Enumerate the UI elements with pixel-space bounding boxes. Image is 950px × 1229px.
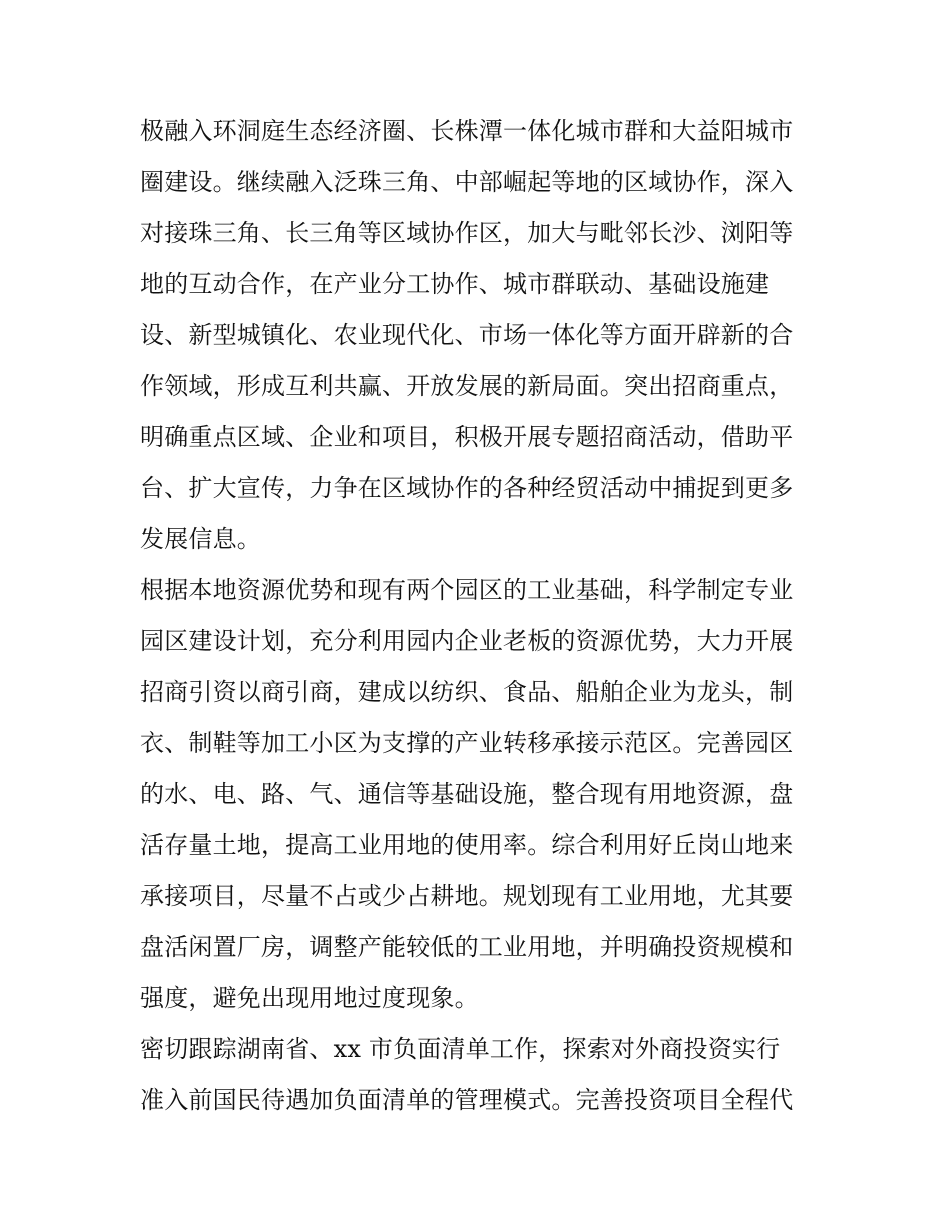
text-line: 园区建设计划，充分利用园内企业老板的资源优势，大力开展: [140, 627, 794, 655]
text-line: 圈建设。继续融入泛珠三角、中部崛起等地的区域协作，深入: [140, 168, 794, 196]
document-body: [140, 106, 830, 1126]
text-line: 的水、电、路、气、通信等基础设施，整合现有用地资源，盘: [140, 780, 794, 808]
text-line: 衣、制鞋等加工小区为支撑的产业转移承接示范区。完善园区: [140, 729, 794, 757]
text-line: 地的互动合作，在产业分工协作、城市群联动、基础设施建: [140, 270, 770, 298]
text-line: 强度，避免出现用地过度现象。: [140, 984, 479, 1012]
text-line: 准入前国民待遇加负面清单的管理模式。完善投资项目全程代: [140, 1086, 794, 1114]
text-line: 招商引资以商引商，建成以纺织、食品、船舶企业为龙头，制: [140, 678, 794, 706]
text-line: 设、新型城镇化、农业现代化、市场一体化等方面开辟新的合: [140, 321, 794, 349]
text-line: 对接珠三角、长三角等区域协作区，加大与毗邻长沙、浏阳等: [140, 219, 794, 247]
text-line: 根据本地资源优势和现有两个园区的工业基础，科学制定专业: [140, 576, 794, 604]
text-line: 台、扩大宣传，力争在区域协作的各种经贸活动中捕捉到更多: [140, 474, 794, 502]
text-line: 盘活闲置厂房，调整产能较低的工业用地，并明确投资规模和: [140, 933, 794, 961]
text-line: 活存量土地，提高工业用地的使用率。综合利用好丘岗山地来: [140, 831, 794, 859]
text-line: 极融入环洞庭生态经济圈、长株潭一体化城市群和大益阳城市: [140, 117, 794, 145]
text-line: 明确重点区域、企业和项目，积极开展专题招商活动，借助平: [140, 423, 794, 451]
text-line: 发展信息。: [140, 525, 261, 553]
text-line: 作领域，形成互利共赢、开放发展的新局面。突出招商重点，: [140, 372, 794, 400]
text-line: 承接项目，尽量不占或少占耕地。规划现有工业用地，尤其要: [140, 882, 794, 910]
text-line: 密切跟踪湖南省、xx 市负面清单工作，探索对外商投资实行: [140, 1035, 781, 1063]
